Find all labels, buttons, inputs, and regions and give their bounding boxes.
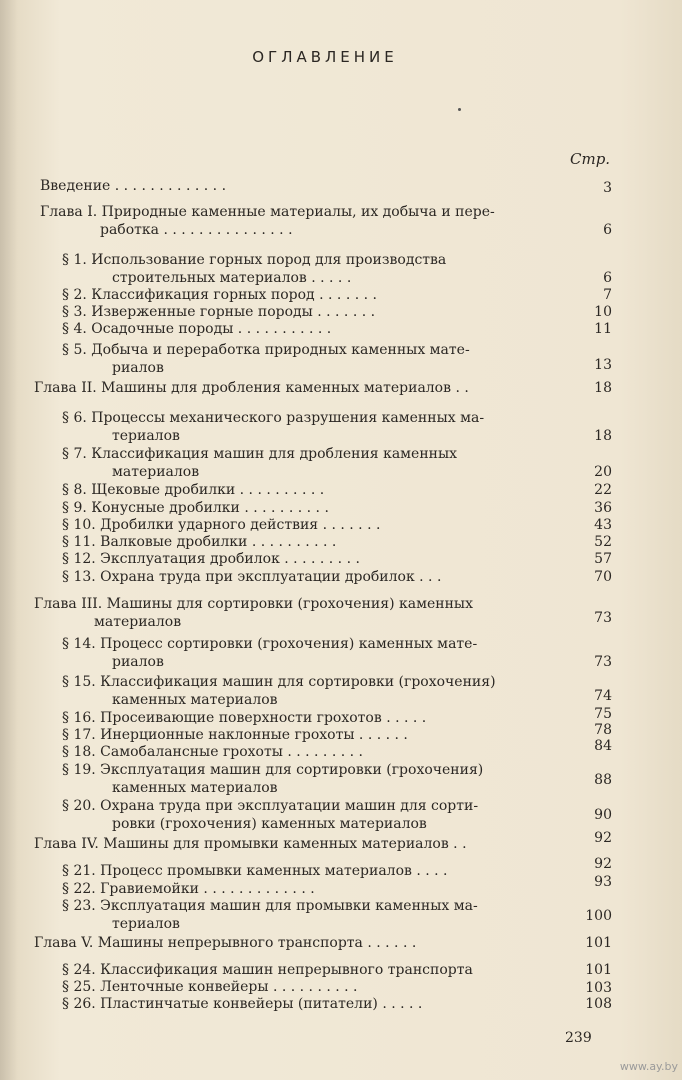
toc-line: § 15. Классификация машин для сортировки (грохочения): [62, 674, 496, 690]
toc-page-number: 70: [594, 569, 612, 585]
toc-page-number: 73: [594, 654, 612, 670]
page-title: ОГЛАВЛЕНИЕ: [252, 48, 398, 66]
toc-line: ровки (грохочения) каменных материалов: [112, 816, 427, 832]
toc-page-number: 52: [594, 534, 612, 550]
toc-line: § 22. Гравиемойки . . . . . . . . . . . . .: [62, 881, 315, 897]
toc-line: материалов: [94, 614, 182, 630]
toc-line: § 12. Эксплуатация дробилок . . . . . . . . .: [62, 551, 360, 567]
toc-page-number: 3: [603, 180, 612, 196]
toc-page-number: 103: [585, 980, 612, 996]
toc-page-number: 18: [594, 380, 612, 396]
toc-line: § 8. Щековые дробилки . . . . . . . . . .: [62, 482, 325, 498]
toc-line: каменных материалов: [112, 780, 278, 796]
toc-line: Глава I. Природные каменные материалы, их добыча и пере-: [40, 204, 495, 220]
toc-line: териалов: [112, 916, 180, 932]
toc-page-number: 36: [594, 500, 612, 516]
toc-page-number: 84: [594, 738, 612, 754]
toc-line: § 14. Процесс сортировки (грохочения) каменных мате-: [62, 636, 478, 652]
toc-line: § 5. Добыча и переработка природных каменных мате-: [62, 342, 470, 358]
toc-line: § 26. Пластинчатые конвейеры (питатели) . . . . .: [62, 996, 423, 1012]
toc-line: териалов: [112, 428, 180, 444]
toc-page-number: 13: [594, 357, 612, 373]
toc-line: Глава V. Машины непрерывного транспорта . . . . . .: [34, 935, 417, 951]
toc-page-number: 73: [594, 610, 612, 626]
toc-page-number: 22: [594, 482, 612, 498]
toc-page-number: 92: [594, 856, 612, 872]
toc-line: риалов: [112, 360, 164, 376]
toc-line: строительных материалов . . . . .: [112, 270, 352, 286]
toc-page-number: 88: [594, 772, 612, 788]
toc-page-number: 6: [603, 222, 612, 238]
toc-line: § 20. Охрана труда при эксплуатации машин для сорти-: [62, 798, 479, 814]
toc-line: § 13. Охрана труда при эксплуатации дробилок . . .: [62, 569, 442, 585]
toc-page-number: 93: [594, 874, 612, 890]
toc-line: § 6. Процессы механического разрушения каменных ма-: [62, 410, 485, 426]
toc-line: Глава III. Машины для сортировки (грохочения) каменных: [34, 596, 473, 612]
toc-line: Глава II. Машины для дробления каменных материалов . .: [34, 380, 469, 396]
toc-line: работка . . . . . . . . . . . . . . .: [100, 222, 293, 238]
toc-page-number: 18: [594, 428, 612, 444]
toc-line: § 3. Изверженные горные породы . . . . . . .: [62, 304, 376, 320]
toc-line: § 17. Инерционные наклонные грохоты . . . . . .: [62, 727, 408, 743]
toc-page-number: 90: [594, 807, 612, 823]
toc-line: § 2. Классификация горных пород . . . . . . .: [62, 287, 377, 303]
toc-page-number: 6: [603, 270, 612, 286]
toc-page-number: 92: [594, 830, 612, 846]
toc-page-number: 78: [594, 722, 612, 738]
toc-line: § 23. Эксплуатация машин для промывки каменных ма-: [62, 898, 478, 914]
toc-line: каменных материалов: [112, 692, 278, 708]
toc-line: Введение . . . . . . . . . . . . .: [40, 178, 227, 194]
page-number: 239: [565, 1030, 592, 1046]
page-column-label: Стр.: [570, 150, 611, 168]
toc-page-number: 108: [585, 996, 612, 1012]
print-speck: [458, 108, 461, 111]
toc-line: § 16. Просеивающие поверхности грохотов . . . . .: [62, 710, 427, 726]
toc-page-number: 20: [594, 464, 612, 480]
toc-line: материалов: [112, 464, 200, 480]
toc-line: § 4. Осадочные породы . . . . . . . . . . .: [62, 321, 332, 337]
toc-line: Глава IV. Машины для промывки каменных материалов . .: [34, 836, 467, 852]
toc-line: § 7. Классификация машин для дробления каменных: [62, 446, 458, 462]
toc-line: § 18. Самобалансные грохоты . . . . . . . . .: [62, 744, 363, 760]
toc-line: § 1. Использование горных пород для производства: [62, 252, 447, 268]
toc-page-number: 11: [594, 321, 612, 337]
toc-line: риалов: [112, 654, 164, 670]
toc-page-number: 43: [594, 517, 612, 533]
toc-line: § 25. Ленточные конвейеры . . . . . . . . . .: [62, 979, 358, 995]
toc-line: § 21. Процесс промывки каменных материалов . . . .: [62, 863, 448, 879]
toc-page-number: 75: [594, 706, 612, 722]
toc-page-number: 74: [594, 688, 612, 704]
toc-line: § 11. Валковые дробилки . . . . . . . . . .: [62, 534, 337, 550]
toc-page-number: 100: [585, 908, 612, 924]
toc-page-number: 101: [585, 935, 612, 951]
toc-line: § 24. Классификация машин непрерывного транспорта: [62, 962, 473, 978]
toc-page-number: 7: [603, 287, 612, 303]
watermark: www.ay.by: [619, 1060, 678, 1073]
toc-line: § 9. Конусные дробилки . . . . . . . . . .: [62, 500, 329, 516]
toc-page-number: 10: [594, 304, 612, 320]
toc-line: § 19. Эксплуатация машин для сортировки (грохочения): [62, 762, 484, 778]
toc-page-number: 101: [585, 962, 612, 978]
toc-page-number: 57: [594, 551, 612, 567]
toc-line: § 10. Дробилки ударного действия . . . . . . .: [62, 517, 381, 533]
